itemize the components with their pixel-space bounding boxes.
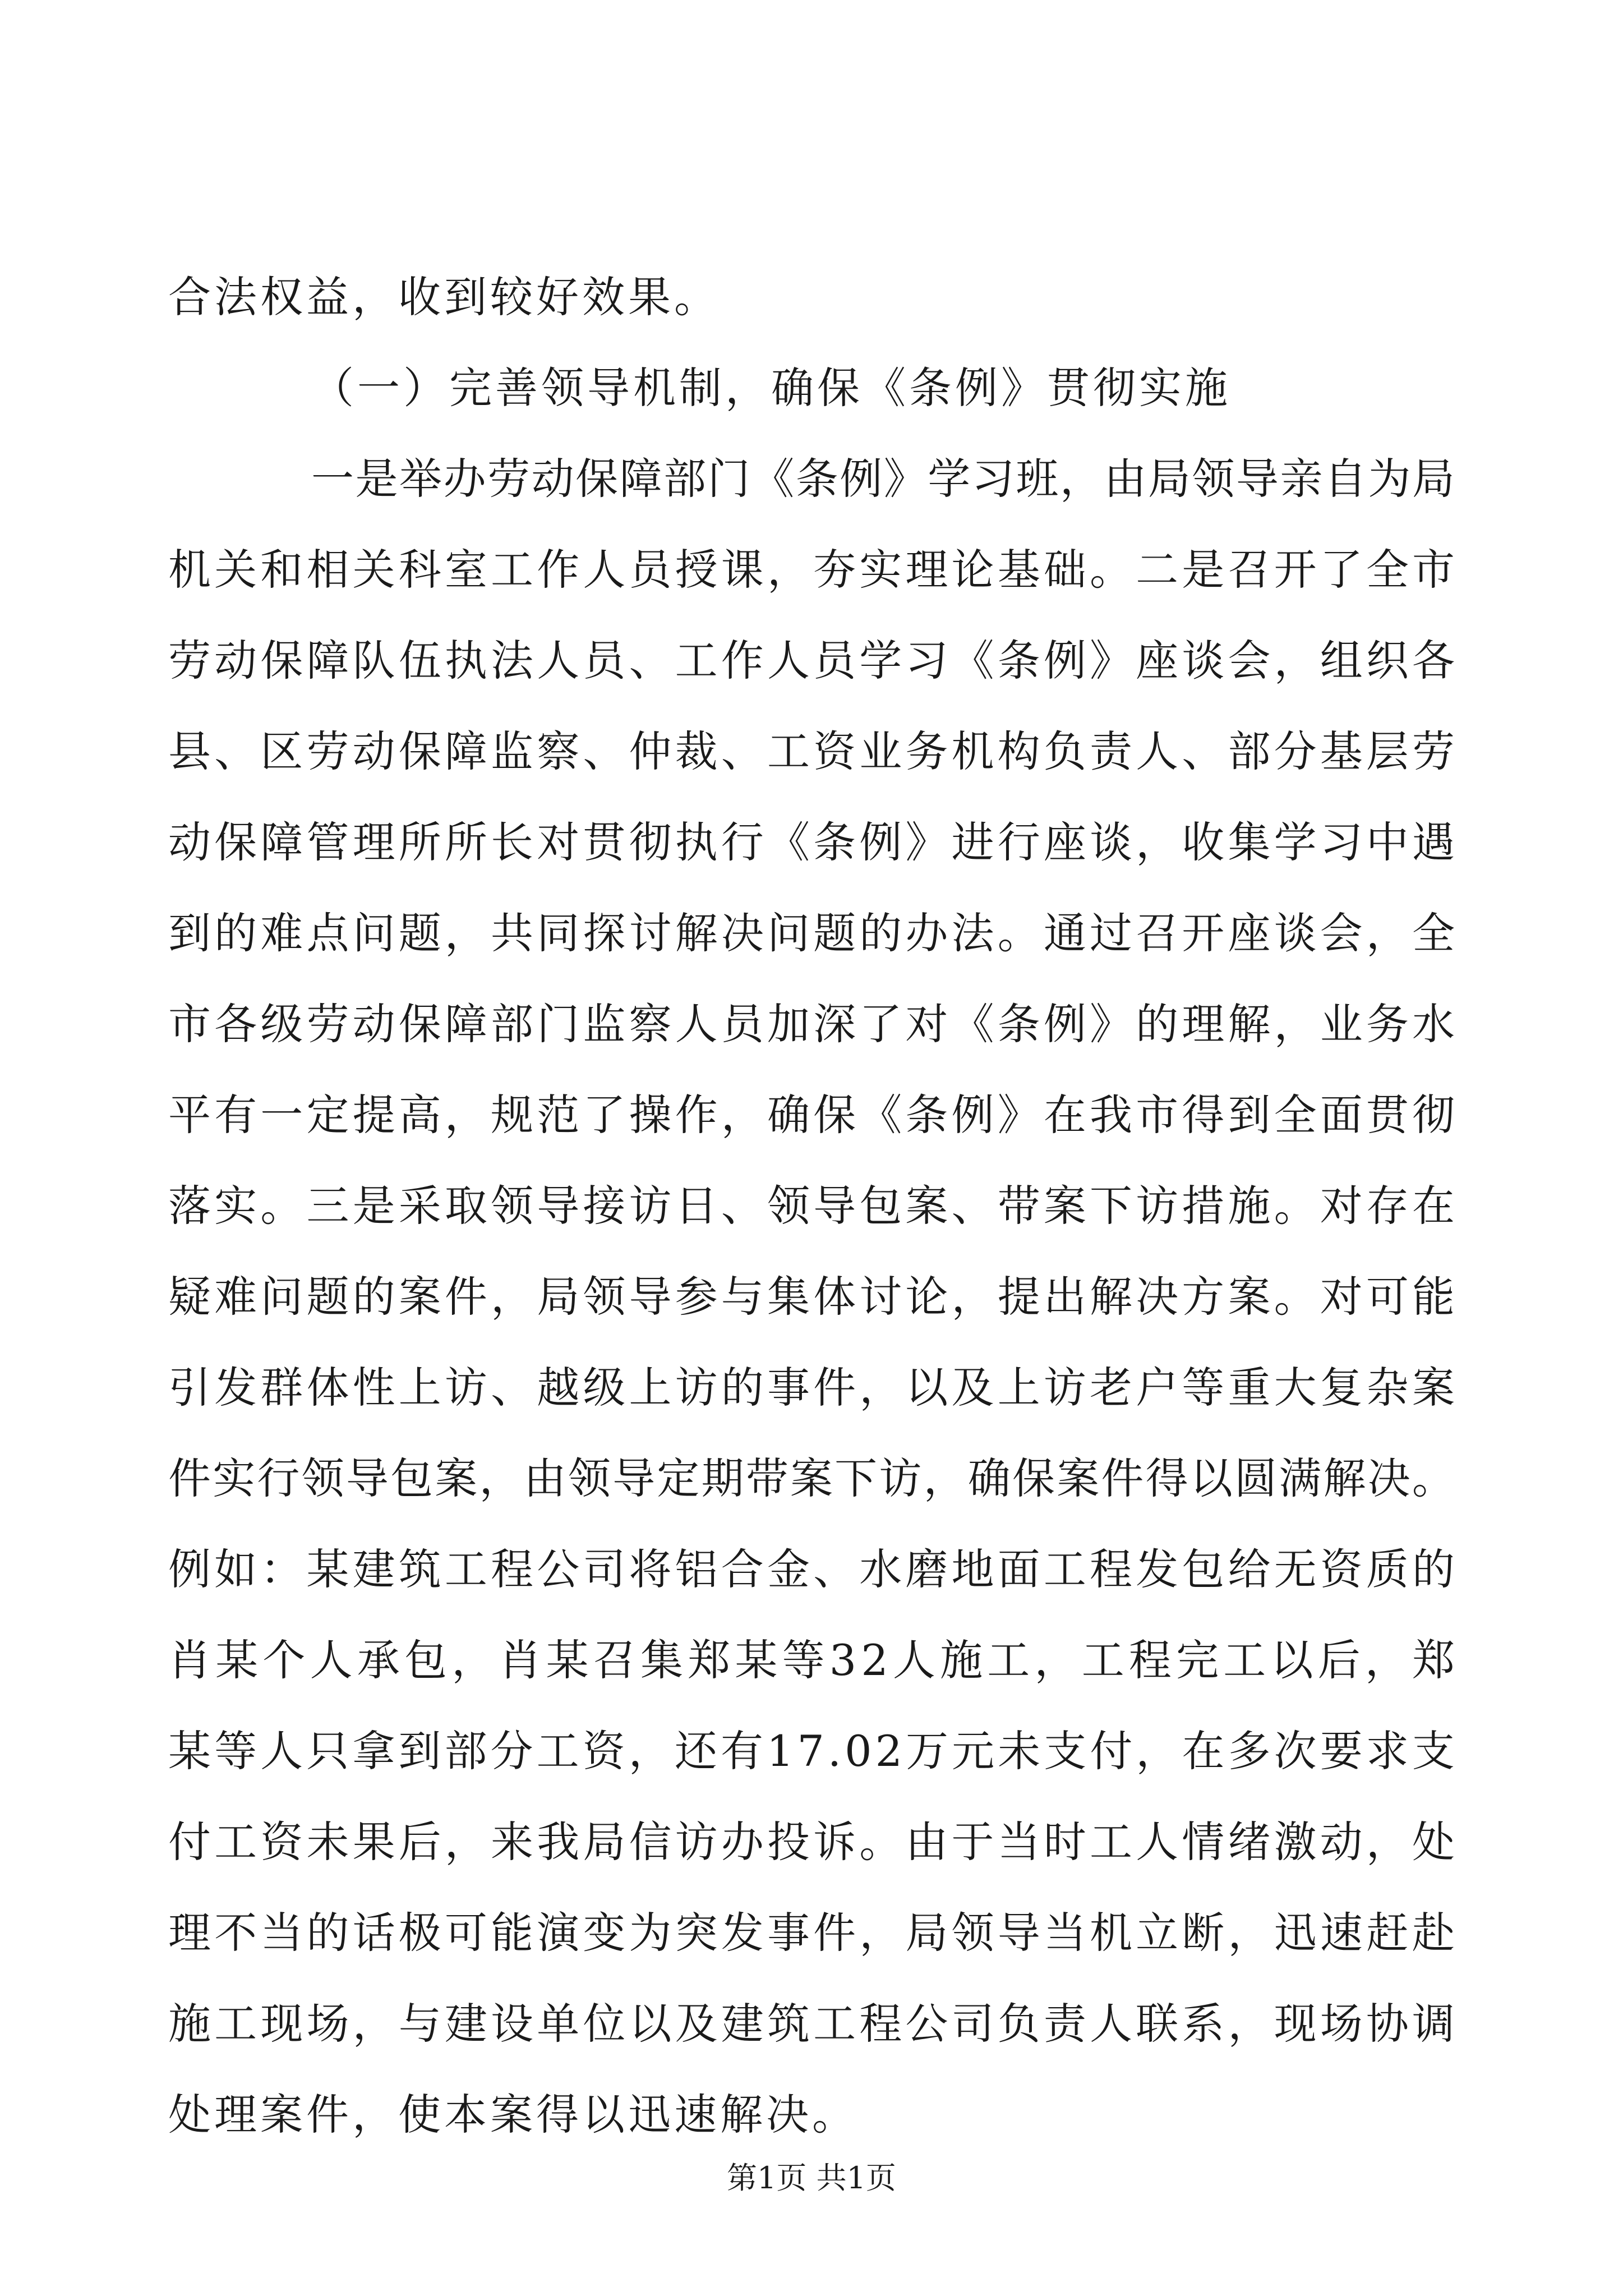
text-line: 付工资未果后，来我局信访办投诉。由于当时工人情绪激动，处 — [168, 1817, 1459, 1867]
text-line: 某等人只拿到部分工资，还有17.02万元未支付，在多次要求支 — [168, 1726, 1458, 1776]
text-line: 例如：某建筑工程公司将铝合金、水磨地面工程发包给无资质的 — [168, 1544, 1459, 1594]
text-line: 县、区劳动保障监察、仲裁、工资业务机构负责人、部分基层劳 — [168, 726, 1459, 776]
text-line: 处理案件，使本案得以迅速解决。 — [168, 2090, 858, 2139]
page-footer: 第1页 共1页 — [727, 2160, 896, 2196]
text-line: 市各级劳动保障部门监察人员加深了对《条例》的理解，业务水 — [168, 999, 1459, 1049]
text-line: 机关和相关科室工作人员授课，夯实理论基础。二是召开了全市 — [168, 545, 1459, 595]
text-line: 肖某个人承包，肖某召集郑某等32人施工，工程完工以后，郑 — [168, 1635, 1460, 1685]
text-line: 一是举办劳动保障部门《条例》学习班，由局领导亲自为局 — [311, 454, 1456, 504]
text-line: 劳动保障队伍执法人员、工作人员学习《条例》座谈会，组织各 — [168, 636, 1459, 685]
text-line: 到的难点问题，共同探讨解决问题的办法。通过召开座谈会，全 — [168, 908, 1459, 958]
text-line: 合法权益，收到较好效果。 — [168, 272, 720, 322]
text-line: 动保障管理所所长对贯彻执行《条例》进行座谈，收集学习中遇 — [168, 817, 1459, 867]
text-line: 引发群体性上访、越级上访的事件，以及上访老户等重大复杂案 — [168, 1363, 1459, 1412]
text-line: 平有一定提高，规范了操作，确保《条例》在我市得到全面贯彻 — [168, 1090, 1459, 1140]
text-line: 落实。三是采取领导接访日、领导包案、带案下访措施。对存在 — [168, 1181, 1459, 1231]
text-line: 理不当的话极可能演变为突发事件，局领导当机立断，迅速赶赴 — [168, 1908, 1459, 1958]
text-line: 件实行领导包案，由领导定期带案下访，确保案件得以圆满解决。 — [168, 1453, 1457, 1503]
text-line: 施工现场，与建设单位以及建筑工程公司负责人联系，现场协调 — [168, 1999, 1459, 2049]
section-heading: （一）完善领导机制，确保《条例》贯彻实施 — [311, 363, 1231, 413]
text-line: 疑难问题的案件，局领导参与集体讨论，提出解决方案。对可能 — [168, 1272, 1459, 1322]
